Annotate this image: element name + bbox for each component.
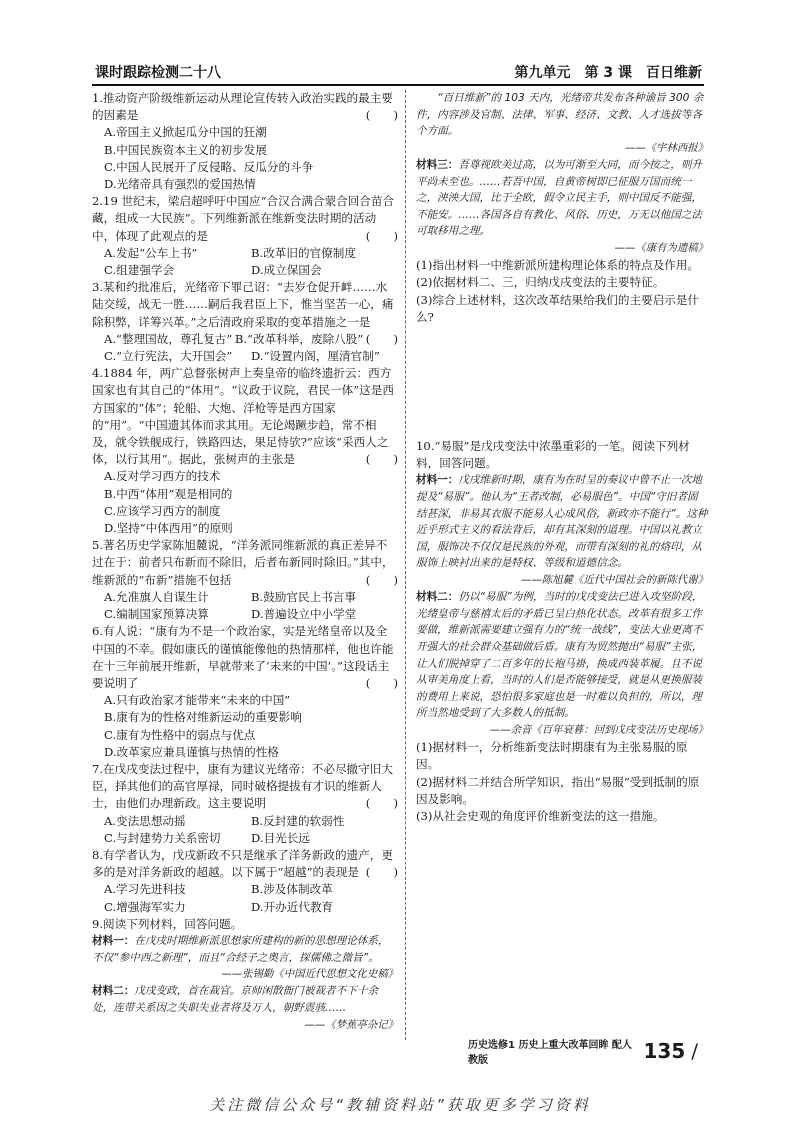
q9-material-3-label: 材料三：: [416, 158, 459, 171]
q10-material-1-text: 戊戌维新时期，康有为在时呈的奏议中曾不止一次地提及“易服”。他认为“王者改制，必易服色”。中国“守旧者固结甚深，非易其衣服不能易人心成风俗，新政亦不能行”。这种近乎形式主义的看法背后，却有其深刻的道理。中国以礼教立国，服饰决不仅仅是民族的外观，而带有深刻的礼的烙印，从服饰上映衬出来的是特权、等级和道德信念。: [416, 474, 708, 570]
question-stem-text: 8.有学者认为，戊戌新政不只是继承了洋务新政的遗产，更多的是对洋务新政的超越。以下属于“超越”的表现是: [92, 847, 393, 880]
answer-paren: ( ): [365, 331, 398, 346]
q9-question-2: (2)依据材料二、三，归纳戊戌变法的主要特征。: [416, 275, 665, 290]
question-stem-text: 2.19 世纪末，梁启超呼吁中国应“合汉合满合蒙合回合苗合藏，组成一大民族”。下列维新派在维新变法时期的活动中，体现了此观点的是: [92, 194, 395, 243]
answer-paren: ( ): [365, 572, 398, 587]
q9-material-2-continued: “百日维新”的 103 天内，光绪帝共发布各种谕旨 300 余件，内容涉及官制、法律、军事、经济、文教、人才选拔等各个方面。: [416, 92, 704, 138]
answer-paren: ( ): [365, 865, 398, 880]
bottom-watermark-note: 关注微信公众号“教辅资料站”获取更多学习资料: [209, 1096, 591, 1114]
option-row: [92, 830, 398, 847]
answer-paren: ( ): [365, 228, 398, 243]
option: C.与封建势力关系密切: [104, 830, 221, 845]
q9-material-1-label: 材料一：: [92, 934, 135, 947]
q10-material-1-source: ——陈旭麓《近代中国社会的新陈代谢》: [520, 573, 708, 586]
option: B.中西“体用”观是相同的: [104, 486, 233, 501]
option-row: [92, 262, 398, 279]
option: A.变法思想动摇: [104, 813, 186, 828]
option: C.编制国家预算决算: [104, 607, 209, 622]
q10-question-1: (1)据材料一，分析维新变法时期康有为主张易服的原因。: [416, 740, 688, 772]
q9-material-1-text: 在戊戌时期维新派思想家所建构的新的思想理论体系，不仅“参中西之新理”，而且“合经子之奥言，探儒佛之微旨”。: [92, 934, 389, 964]
option: C.组建强学会: [104, 263, 175, 278]
q10-stem: 10.“易服”是戊戌变法中浓墨重彩的一笔。阅读下列材料，回答问题。: [416, 438, 690, 471]
question-stem: [92, 761, 398, 813]
option: D.改革家应兼具谨慎与热情的性格: [104, 744, 279, 759]
q10-material-2-label: 材料二：: [416, 591, 459, 604]
option: A.只有政治家才能带来“未来的中国”: [104, 693, 291, 708]
q9-material-1-source: ——张锡勤《中国近代思想文化史稿》: [221, 968, 398, 981]
option: B.康有为的性格对维新运动的重要影响: [104, 710, 302, 725]
q10-material-1: [416, 472, 708, 572]
q10-material-2: [416, 589, 708, 722]
answer-paren: ( ): [365, 108, 398, 123]
option-row: [92, 331, 366, 348]
option: A.允准旗人自谋生计: [104, 589, 209, 604]
question-stem: [92, 193, 398, 245]
question-stem: [92, 847, 398, 881]
q10-material-2-text: 仍以“易服”为例，当时的戊戌变法已进入攻坚阶段，光绪皇帝与慈禧太后的矛盾已呈白热化状态。改革有很多工作要做，维新派需要建立强有力的“统一战线”，变法大业更离不开强大的社会群众基础做后盾。康有为贸然抛出“易服”主张，让人们脱掉穿了二百多年的长袍马褂，换成西装革履。且不说从审美角度上看，当时的人们是否能够接受，就是从更换服装的费用上来说，恐怕很多家庭也是一时难以负担的，所以，理所当然地受到了大多数人的抵制。: [416, 591, 703, 720]
q9-material-2-label: 材料二：: [92, 985, 135, 998]
q9-material-2-text: 戊戌变政，首在裁官。京师闲散衙门被裁者不下十余处，连带关系因之失职失业者将及万人，朝野震骇……: [92, 985, 379, 1014]
question-1: [92, 90, 398, 193]
q9-material-2-source: ——《梦蕉亭杂记》: [304, 1018, 398, 1031]
question-stem-text: 6.有人说：“康有为不是一个政治家，实是光绪皇帝以及全中国的不幸。假如康氏的谨慎能像他的热情那样，他也许能在十三年前展开维新，早就带来了‘未来的中国’。”这段话主要说明了: [92, 624, 394, 690]
answer-paren: ( ): [365, 452, 398, 467]
option: D.成立保国会: [251, 263, 322, 278]
option: D.坚持“中体西用”的原则: [104, 521, 233, 536]
header-rule: [92, 84, 704, 86]
question-6: [92, 623, 398, 761]
question-3: [92, 279, 398, 365]
option: B.涉及体制改革: [251, 882, 333, 897]
right-column: [416, 90, 708, 825]
q10-question-3: (3)从社会史观的角度评价维新变法的这一措施。: [416, 808, 665, 823]
option-row: [92, 348, 398, 365]
q9-stem: 9.阅读下列材料，回答问题。: [92, 916, 243, 931]
option-row: [92, 589, 398, 606]
option: D.普遍设立中小学堂: [251, 607, 357, 622]
answer-space: [416, 326, 708, 438]
option-row: [92, 606, 398, 623]
question-stem-text: 7.在戊戌变法过程中，康有为建议光绪帝：不必尽撤守旧大臣，择其他们的高官厚禄，同时破格提拔有才识的维新人士，由他们办理新政。这主要说明: [92, 761, 393, 811]
answer-paren: ( ): [365, 675, 398, 690]
option: A.反对学习西方的技术: [104, 469, 221, 484]
question-stem: [92, 537, 398, 589]
question-stem: [92, 90, 398, 124]
option-row: [92, 881, 398, 898]
q10-material-1-label: 材料一：: [416, 474, 459, 487]
question-stem-text: 3.某和约批准后，光绪帝下罪己诏：“去岁仓促开衅……水陆交绥，战无一胜……嗣后我君臣上下，惟当坚苦一心，痛除积弊，详筹兴革。”之后清政府采取的变革措施之一是: [92, 280, 394, 329]
q9-question-1: (1)指出材料一中维新派所建构理论体系的特点及作用。: [416, 258, 700, 273]
header-left-title: 课时跟踪检测二十八: [95, 65, 221, 81]
question-stem: [92, 365, 398, 468]
question-8: [92, 847, 398, 916]
option: A.“整理国故，尊孔复古”: [104, 331, 233, 346]
option: A.发起“公车上书”: [104, 245, 198, 260]
header-right-title: 第九单元 第 3 课 百日维新: [514, 65, 702, 81]
question-2: [92, 193, 398, 279]
q10-material-2-source: ——余音《百年衰暮：回到戊戌变法历史现场》: [489, 723, 708, 736]
q9-material-3: [416, 157, 708, 240]
footer: [468, 1038, 698, 1064]
left-column: [92, 90, 398, 1034]
footer-book-tag: 历史选修1 历史上重大改革回眸 配人教版: [468, 1040, 632, 1066]
option: D.目光长远: [251, 830, 310, 845]
option: C.增强海军实力: [104, 899, 186, 914]
answer-paren: ( ): [365, 796, 398, 811]
q9-material-1: [92, 933, 398, 966]
footer-slash: /: [691, 1039, 698, 1063]
option: B.“改革科举，废除八股”: [234, 331, 364, 346]
option: D.“设置内阁，厘清官制”: [251, 349, 380, 364]
page-number: 135: [643, 1039, 686, 1063]
option: B.中国民族资本主义的初步发展: [104, 142, 267, 157]
question-5: [92, 537, 398, 623]
option: B.鼓励官民上书言事: [251, 589, 356, 604]
option-row: [92, 813, 398, 830]
option: C.中国人民展开了反侵略、反瓜分的斗争: [104, 159, 314, 174]
question-stem: [92, 623, 398, 692]
option: C.“立行宪法，大开国会”: [104, 349, 233, 364]
option: C.康有为性格中的弱点与优点: [104, 727, 256, 742]
question-stem-text: 4.1884 年，两广总督张树声上奏皇帝的临终遗折云：西方国家也有其自己的“体用”。“议政于议院，君民一体”这是西方国家的“体”；轮船、大炮、洋枪等是西方国家的“用”。“中国遗其体而求其用。无论竭蹶步趋，常不相及，就令铁舰成行，铁路四达，果足恃欤?”应该“采西人之体，以行其用”。据此，张树声的主张是: [92, 366, 394, 467]
option-row: [92, 245, 398, 262]
q9-material-3-source: ——《康有为遗稿》: [614, 241, 708, 254]
q9-material-2-continued-source: ——《宇林西报》: [624, 141, 708, 154]
question-7: [92, 761, 398, 847]
option: D.开办近代教育: [251, 899, 334, 914]
option: D.光绪帝具有强烈的爱国热情: [104, 177, 256, 192]
q10-question-2: (2)据材料二并结合所学知识，指出“易服”受到抵制的原因及影响。: [416, 774, 700, 806]
question-4: [92, 365, 398, 537]
question-stem-text: 5.著名历史学家陈旭麓说，“洋务派同维新派的真正差异不过在于：前者只布新而不除旧，后者布新同时除旧。”其中，维新派的“布新”措施不包括: [92, 538, 394, 587]
option-row: [92, 899, 398, 916]
column-divider: [405, 90, 406, 1040]
q9-material-3-text: 吾尊视欧美过高，以为可渐至大同，而今按之，则升平尚未至也。……若吾中国，自黄帝树即已征服万国而统一之，泱泱大国，比于全欧，假令立民主手，则中国反不能强，不能安。……各国各自有教化、风俗、历史，万无以他国之法可取移用之理。: [416, 158, 703, 238]
q9-question-3: (3)综合上述材料，这次改革结果给我们的主要启示是什么?: [416, 292, 700, 324]
option: B.改革旧的官僚制度: [251, 245, 356, 260]
q9-material-2: [92, 983, 398, 1016]
question-stem-text: 1.推动资产阶级维新运动从理论宣传转入政治实践的最主要的因素是: [92, 91, 393, 123]
option: C.应该学习西方的制度: [104, 503, 221, 518]
option: B.反封建的软弱性: [251, 813, 345, 828]
option: A.帝国主义掀起瓜分中国的狂潮: [104, 125, 267, 140]
option: A.学习先进科技: [104, 882, 186, 897]
